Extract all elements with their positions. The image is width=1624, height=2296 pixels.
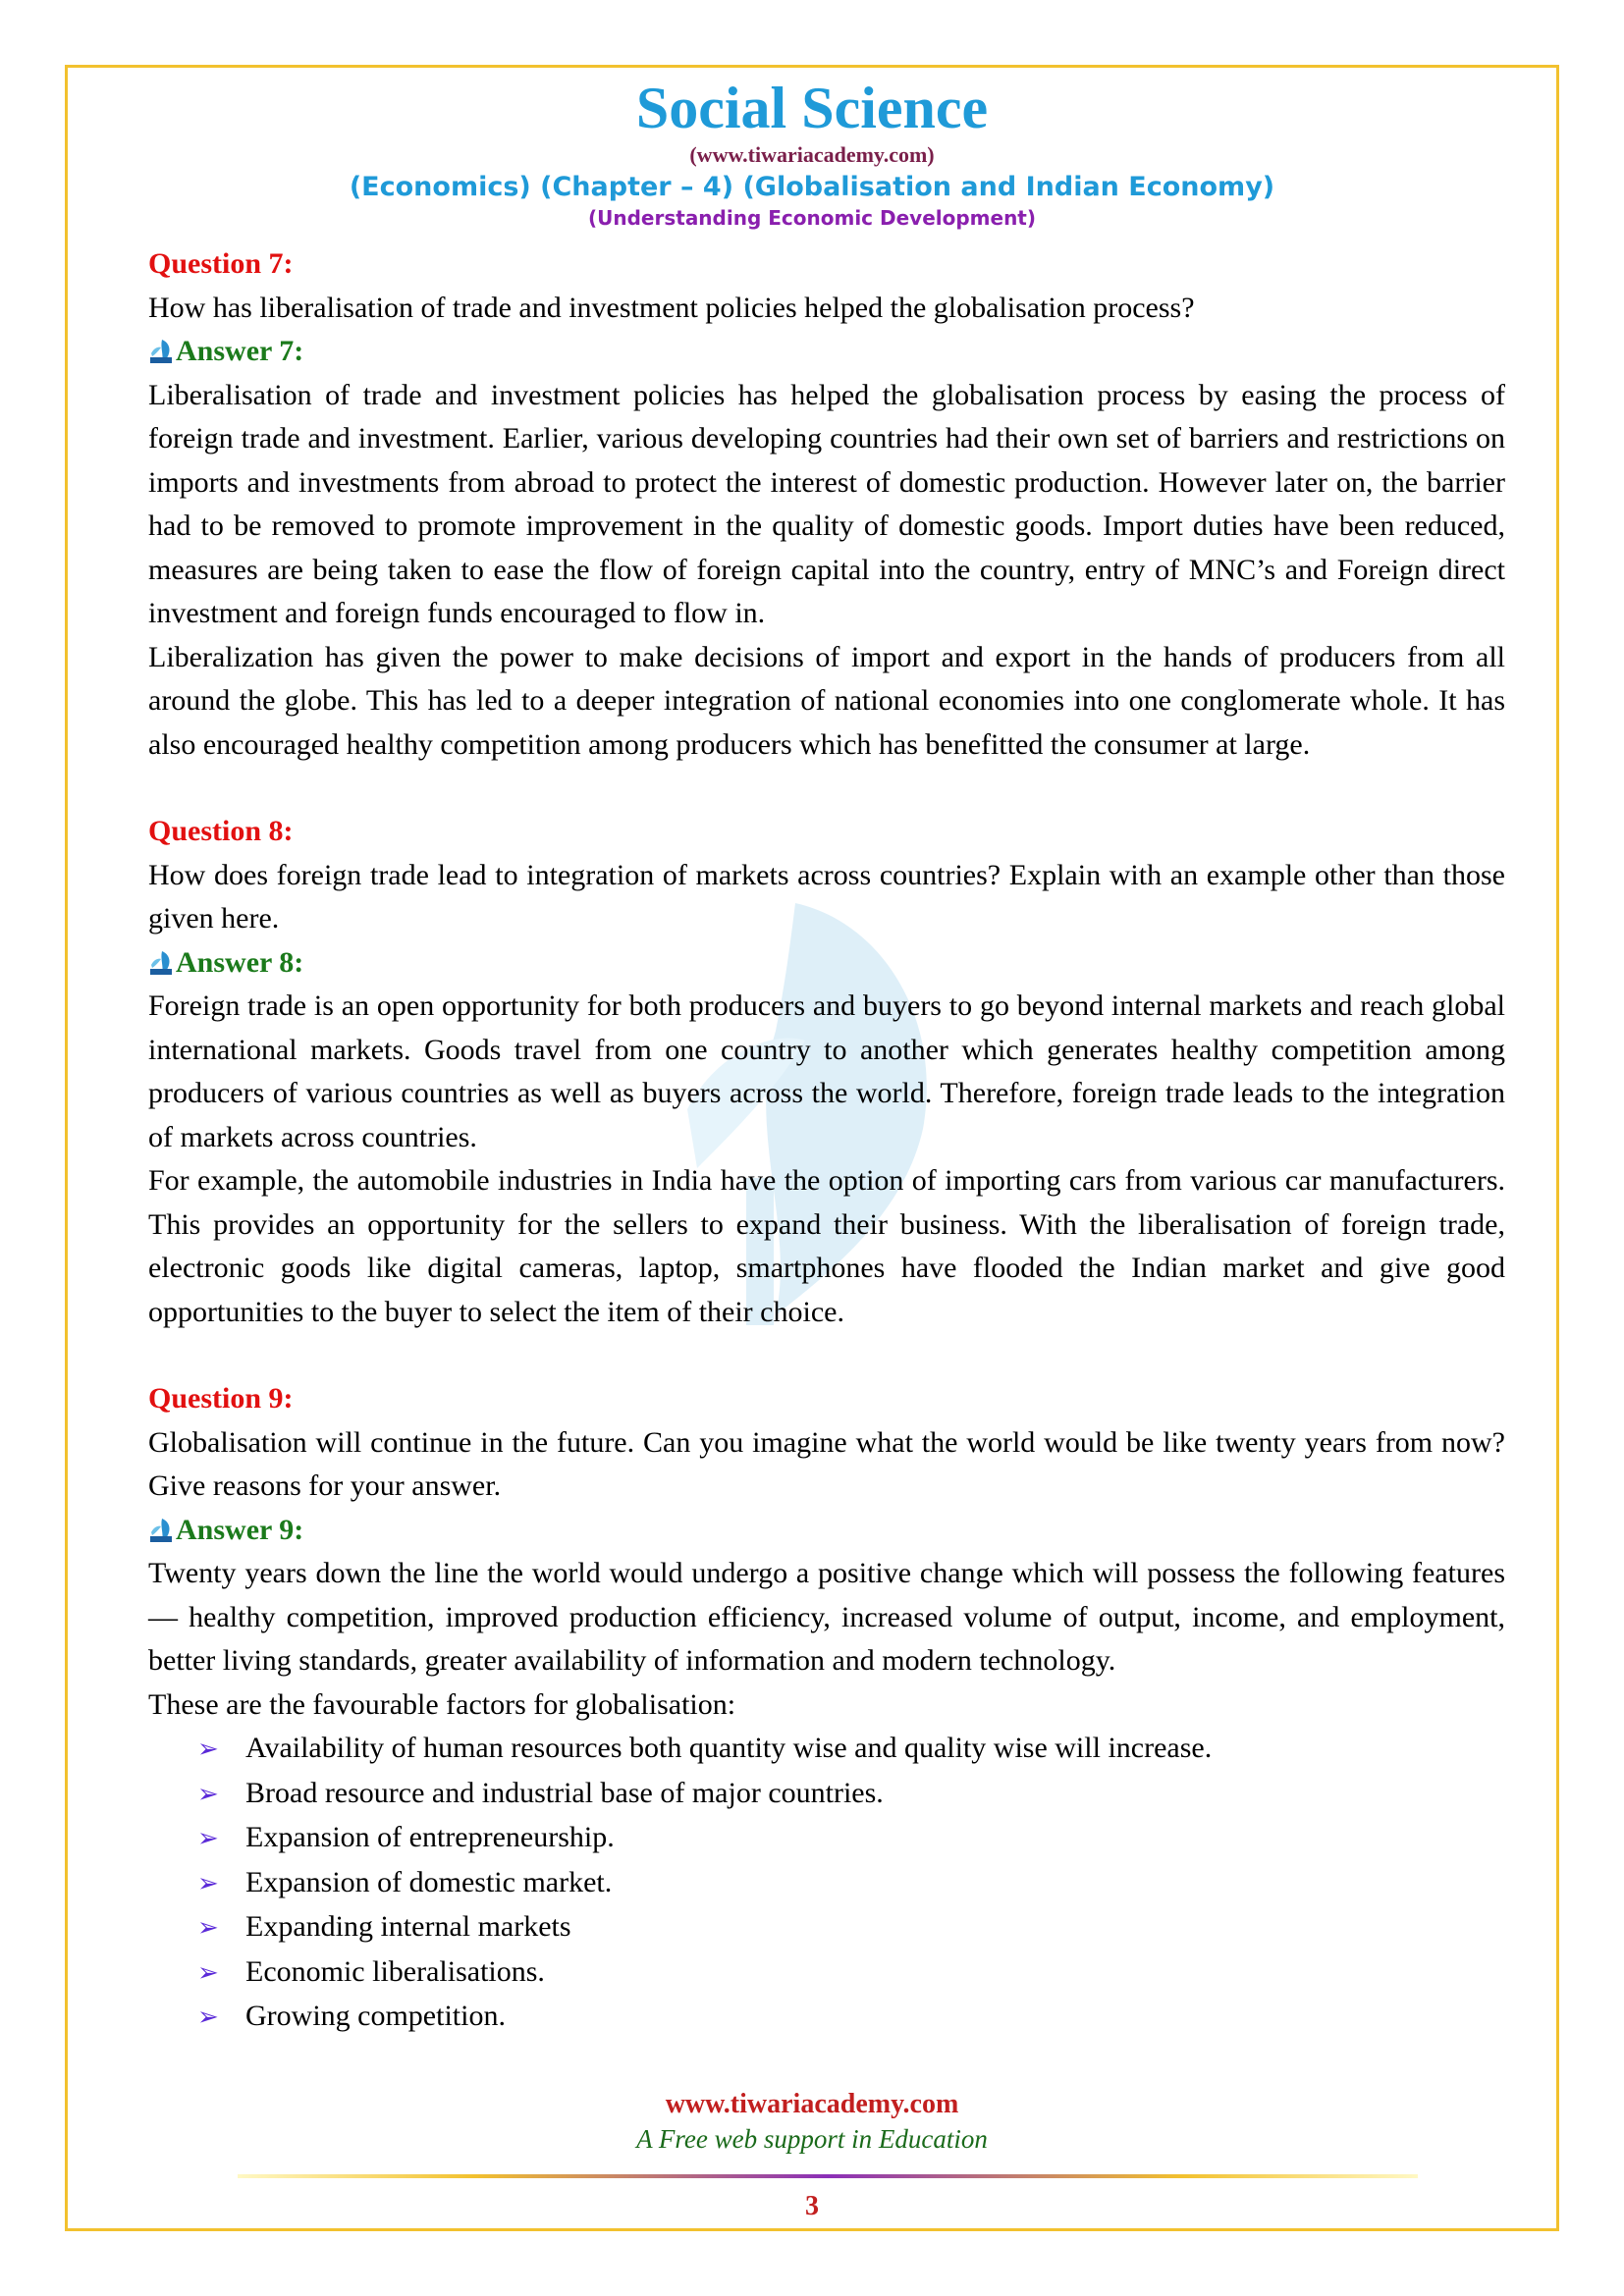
page-footer	[65, 2089, 1559, 2155]
leaf-logo-icon	[148, 949, 174, 977]
question-text: How does foreign trade lead to integration of markets across countries? Explain with an example other than those given here.	[148, 858, 1505, 934]
question-block	[148, 242, 1505, 767]
factors-list	[148, 1727, 1505, 2040]
question-block	[148, 810, 1505, 1334]
arrow-bullet-icon: ➢	[197, 1957, 219, 1987]
answer-paragraph: Foreign trade is an open opportunity for both producers and buyers to go beyond internal markets and reach global international markets. Goods travel from one country to another which generates healthy competition among producers of various countries as well as buyers across the world. Therefore, foreign trade leads to the integration of markets across countries.	[148, 989, 1505, 1153]
header-website: (www.tiwariacademy.com)	[689, 142, 935, 167]
page-title: Social Science	[635, 76, 989, 140]
list-item: ➢ Broad resource and industrial base of major countries.	[197, 1772, 1505, 1817]
footer-tagline: A Free web support in Education	[636, 2124, 988, 2154]
book-subtitle: (Understanding Economic Development)	[587, 206, 1037, 230]
arrow-bullet-icon: ➢	[197, 1735, 219, 1763]
leaf-logo-icon	[148, 338, 174, 365]
answer-label-row	[148, 941, 1505, 986]
answer-paragraph: Liberalization has given the power to make decisions of import and export in the hands of producers from all around the globe. This has led to a deeper integration of national economies into one conglomerate whole. It has also encouraged healthy competition among producers which has benefitted the consumer at large.	[148, 640, 1505, 761]
list-item: ➢ Expansion of entrepreneurship.	[197, 1816, 1505, 1861]
answer-paragraph: Liberalisation of trade and investment policies has helped the globalisation process by easing the process of foreign trade and investment. Earlier, various developing countries had their own set of barriers and restrictions on imports and investments from abroad to protect the interest of domestic production. However later on, the barrier had to be removed to promote improvement in the quality of domestic goods. Import duties have been reduced, measures are being taken to ease the flow of foreign capital into the country, entry of MNC’s and Foreign direct investment and foreign funds encouraged to flow in.	[148, 378, 1505, 629]
answer-paragraph: These are the favourable factors for globalisation:	[148, 1687, 736, 1721]
answer-label: Answer 7:	[176, 335, 304, 367]
answer-label: Answer 9:	[176, 1513, 304, 1546]
question-block	[148, 1377, 1505, 2040]
list-item: ➢ Expanding internal markets	[197, 1905, 1505, 1950]
page-number: 3	[805, 2191, 819, 2221]
page-header	[65, 75, 1559, 230]
answer-label: Answer 8:	[176, 945, 304, 979]
arrow-bullet-icon: ➢	[197, 1913, 219, 1942]
list-item: ➢ Expansion of domestic market.	[197, 1861, 1505, 1906]
question-text: Globalisation will continue in the future. Can you imagine what the world would be like twenty years from now? Give reasons for your answer.	[148, 1425, 1505, 1502]
answer-label-row	[148, 330, 1505, 374]
list-item: ➢ Growing competition.	[197, 1995, 1505, 2040]
leaf-logo-icon	[148, 1517, 174, 1544]
list-item: ➢ Availability of human resources both quantity wise and quality wise will increase.	[197, 1727, 1505, 1772]
question-label: Question 7:	[148, 247, 294, 280]
answer-paragraph: For example, the automobile industries in India have the option of importing cars from various car manufacturers. This provides an opportunity for the sellers to expand their business. With the liberalisation of foreign trade, electronic goods like digital cameras, laptop, smartphones have flooded the Indian market and give good opportunities to the buyer to select the item of their choice.	[148, 1164, 1505, 1328]
answer-label-row	[148, 1509, 1505, 1553]
question-label: Question 9:	[148, 1382, 294, 1415]
arrow-bullet-icon: ➢	[197, 2002, 219, 2031]
arrow-bullet-icon: ➢	[197, 1868, 219, 1897]
answer-paragraph: Twenty years down the line the world would undergo a positive change which will possess the following features— healthy competition, improved production efficiency, increased volume of output, income, and employment, better living standards, greater availability of information and modern technology.	[148, 1557, 1505, 1677]
arrow-bullet-icon: ➢	[197, 1824, 219, 1852]
footer-divider	[238, 2174, 1418, 2178]
arrow-bullet-icon: ➢	[197, 1779, 219, 1808]
chapter-heading: (Economics) (Chapter – 4) (Globalisation and Indian Economy)	[349, 172, 1275, 202]
list-item: ➢ Economic liberalisations.	[197, 1950, 1505, 1996]
qa-content	[148, 242, 1505, 2040]
footer-website-link[interactable]: www.tiwariacademy.com	[665, 2089, 959, 2119]
question-label: Question 8:	[148, 815, 294, 847]
question-text: How has liberalisation of trade and investment policies helped the globalisation process?	[148, 291, 1195, 324]
